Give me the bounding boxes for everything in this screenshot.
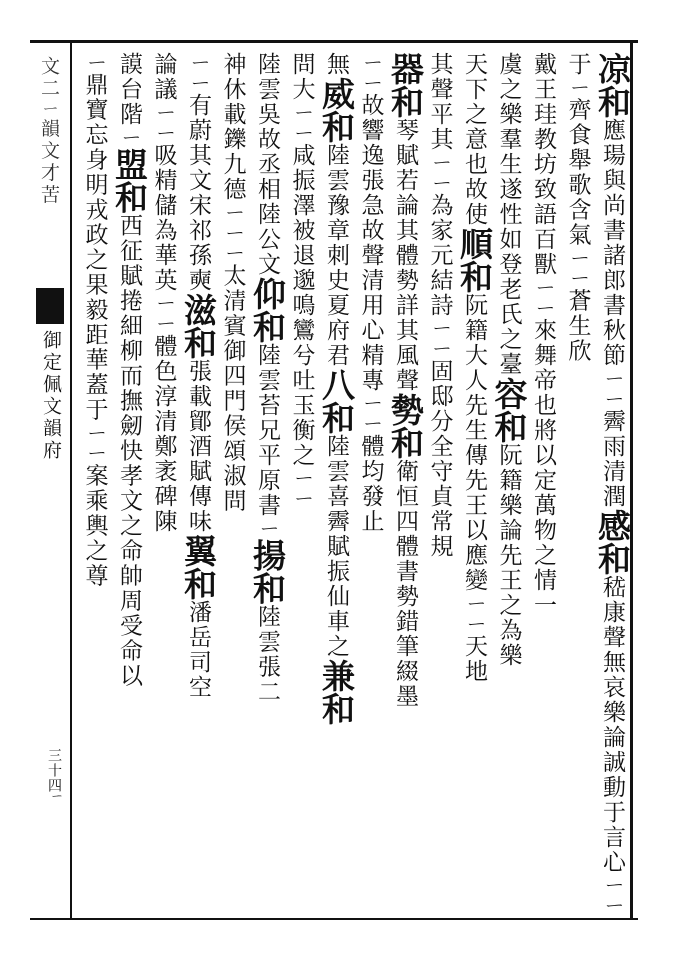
headword: 仰和 — [248, 277, 287, 343]
headword: 盟和 — [110, 147, 149, 214]
entry-text: ㄧㄧ體色淳清 — [150, 292, 177, 434]
headword: 兼和 — [317, 659, 356, 725]
entry-text: 陸雲喜霽賦振仙車之 — [323, 434, 349, 659]
page-number-dash: ㄧ — [48, 790, 64, 802]
fish-tail-block — [36, 288, 64, 324]
entry-text: 嵇康聲無哀樂論誠動于言心ㄧㄧ — [599, 574, 625, 916]
entry-text: 侯頌淑問 — [219, 413, 246, 514]
entry-text: 論議ㄧㄧ吸精儲為華英 — [150, 52, 177, 293]
entry-text: 于ㄧ齊食舉歌含氣ㄧㄧ蒼生欣 — [564, 52, 591, 364]
entry-text: 虞之樂羣生遂性如登老氏之臺 — [495, 52, 522, 377]
entry-text: ㄧㄧ故響逸張急故聲清 — [357, 52, 384, 293]
headword: 威和 — [317, 77, 356, 143]
entry-text: 無 — [323, 52, 349, 77]
headword: 八和 — [317, 368, 356, 434]
entry-text: ㄧ鼎寶 — [81, 52, 108, 123]
entry-text: 為家元結詩ㄧㄧ固邸分全守貞常規 — [426, 192, 453, 559]
headword: 器和 — [386, 52, 425, 118]
entry-text: 也將以定萬物之情一 — [530, 392, 556, 618]
entry-text: 陸雲苔兄平原書ㄧ — [254, 343, 280, 539]
headword: 滋和 — [179, 292, 218, 359]
frame-right-rule — [630, 40, 633, 920]
entry-text: 陸雲張二 — [254, 604, 280, 705]
headword: 凉和 — [593, 52, 632, 118]
entry-text: 問大ㄧㄧ咸振澤被退邈 — [288, 52, 315, 293]
headword: 勢和 — [386, 393, 425, 459]
headword: 翼和 — [179, 533, 218, 600]
entry-text: ㄧ太清賓御四門 — [219, 242, 246, 414]
entry-text: 西征賦捲細柳而撫劒快孝文之命帥周受命以 — [116, 213, 142, 689]
frame-bottom-rule — [30, 918, 638, 920]
margin-top-fragment: 文二ㄧ韻文才苦 — [38, 56, 60, 207]
entry-text: 阮籍大人先生傳先王以應變ㄧㄧ天地 — [461, 293, 487, 684]
entry-text: 戴王珪教坊致語百獸ㄧㄧ來舞帝 — [530, 52, 556, 393]
entry-text: 阮籍樂論先王之為樂 — [495, 443, 522, 668]
headword: 揚和 — [248, 538, 287, 605]
entry-text: 陸雲豫章刺史夏府君 — [323, 143, 349, 368]
entry-text: 其聲平其ㄧㄧ — [426, 52, 453, 193]
entry-text: 潘岳司空 — [185, 599, 211, 700]
entry-text: 應瑒與尚書諸郎書秋節ㄧㄧ霽雨清潤 — [599, 118, 625, 509]
entry-text: 衛恒四體書勢錯筆綴墨 — [392, 459, 418, 709]
headword: 感和 — [593, 508, 632, 575]
headword: 容和 — [489, 377, 529, 443]
entry-text: 忘身明戎政之果毅距華蓋于ㄧㄧ案乘輿之尊 — [81, 122, 108, 589]
entry-text: 神休載鑠九德ㄧㄧ — [219, 52, 246, 243]
entry-text: 鳴鸞兮吐玉衡之ㄧㄧ — [288, 292, 315, 509]
page-number: 三十四 — [46, 748, 62, 793]
entry-text: 鄭袤碑陳 — [150, 433, 177, 534]
entry-text: 用心精專ㄧㄧ體均發止 — [357, 292, 384, 534]
entry-text: 陸雲吳故丞相陸公文 — [254, 52, 280, 277]
headword: 順和 — [455, 227, 494, 293]
entry-text: ㄧㄧ有蔚其文宋祁孫奭 — [185, 52, 211, 293]
entry-text: 謨台階ㄧ — [116, 52, 142, 148]
entry-text: 張載鄮酒賦傳味 — [185, 358, 211, 534]
entry-text: 天下之意也故使 — [461, 52, 487, 227]
frame-top-rule — [30, 40, 638, 43]
entry-text: 琴賦若論其體勢詳其風聲 — [392, 118, 418, 393]
book-title: 御定佩文韻府 — [40, 330, 62, 462]
